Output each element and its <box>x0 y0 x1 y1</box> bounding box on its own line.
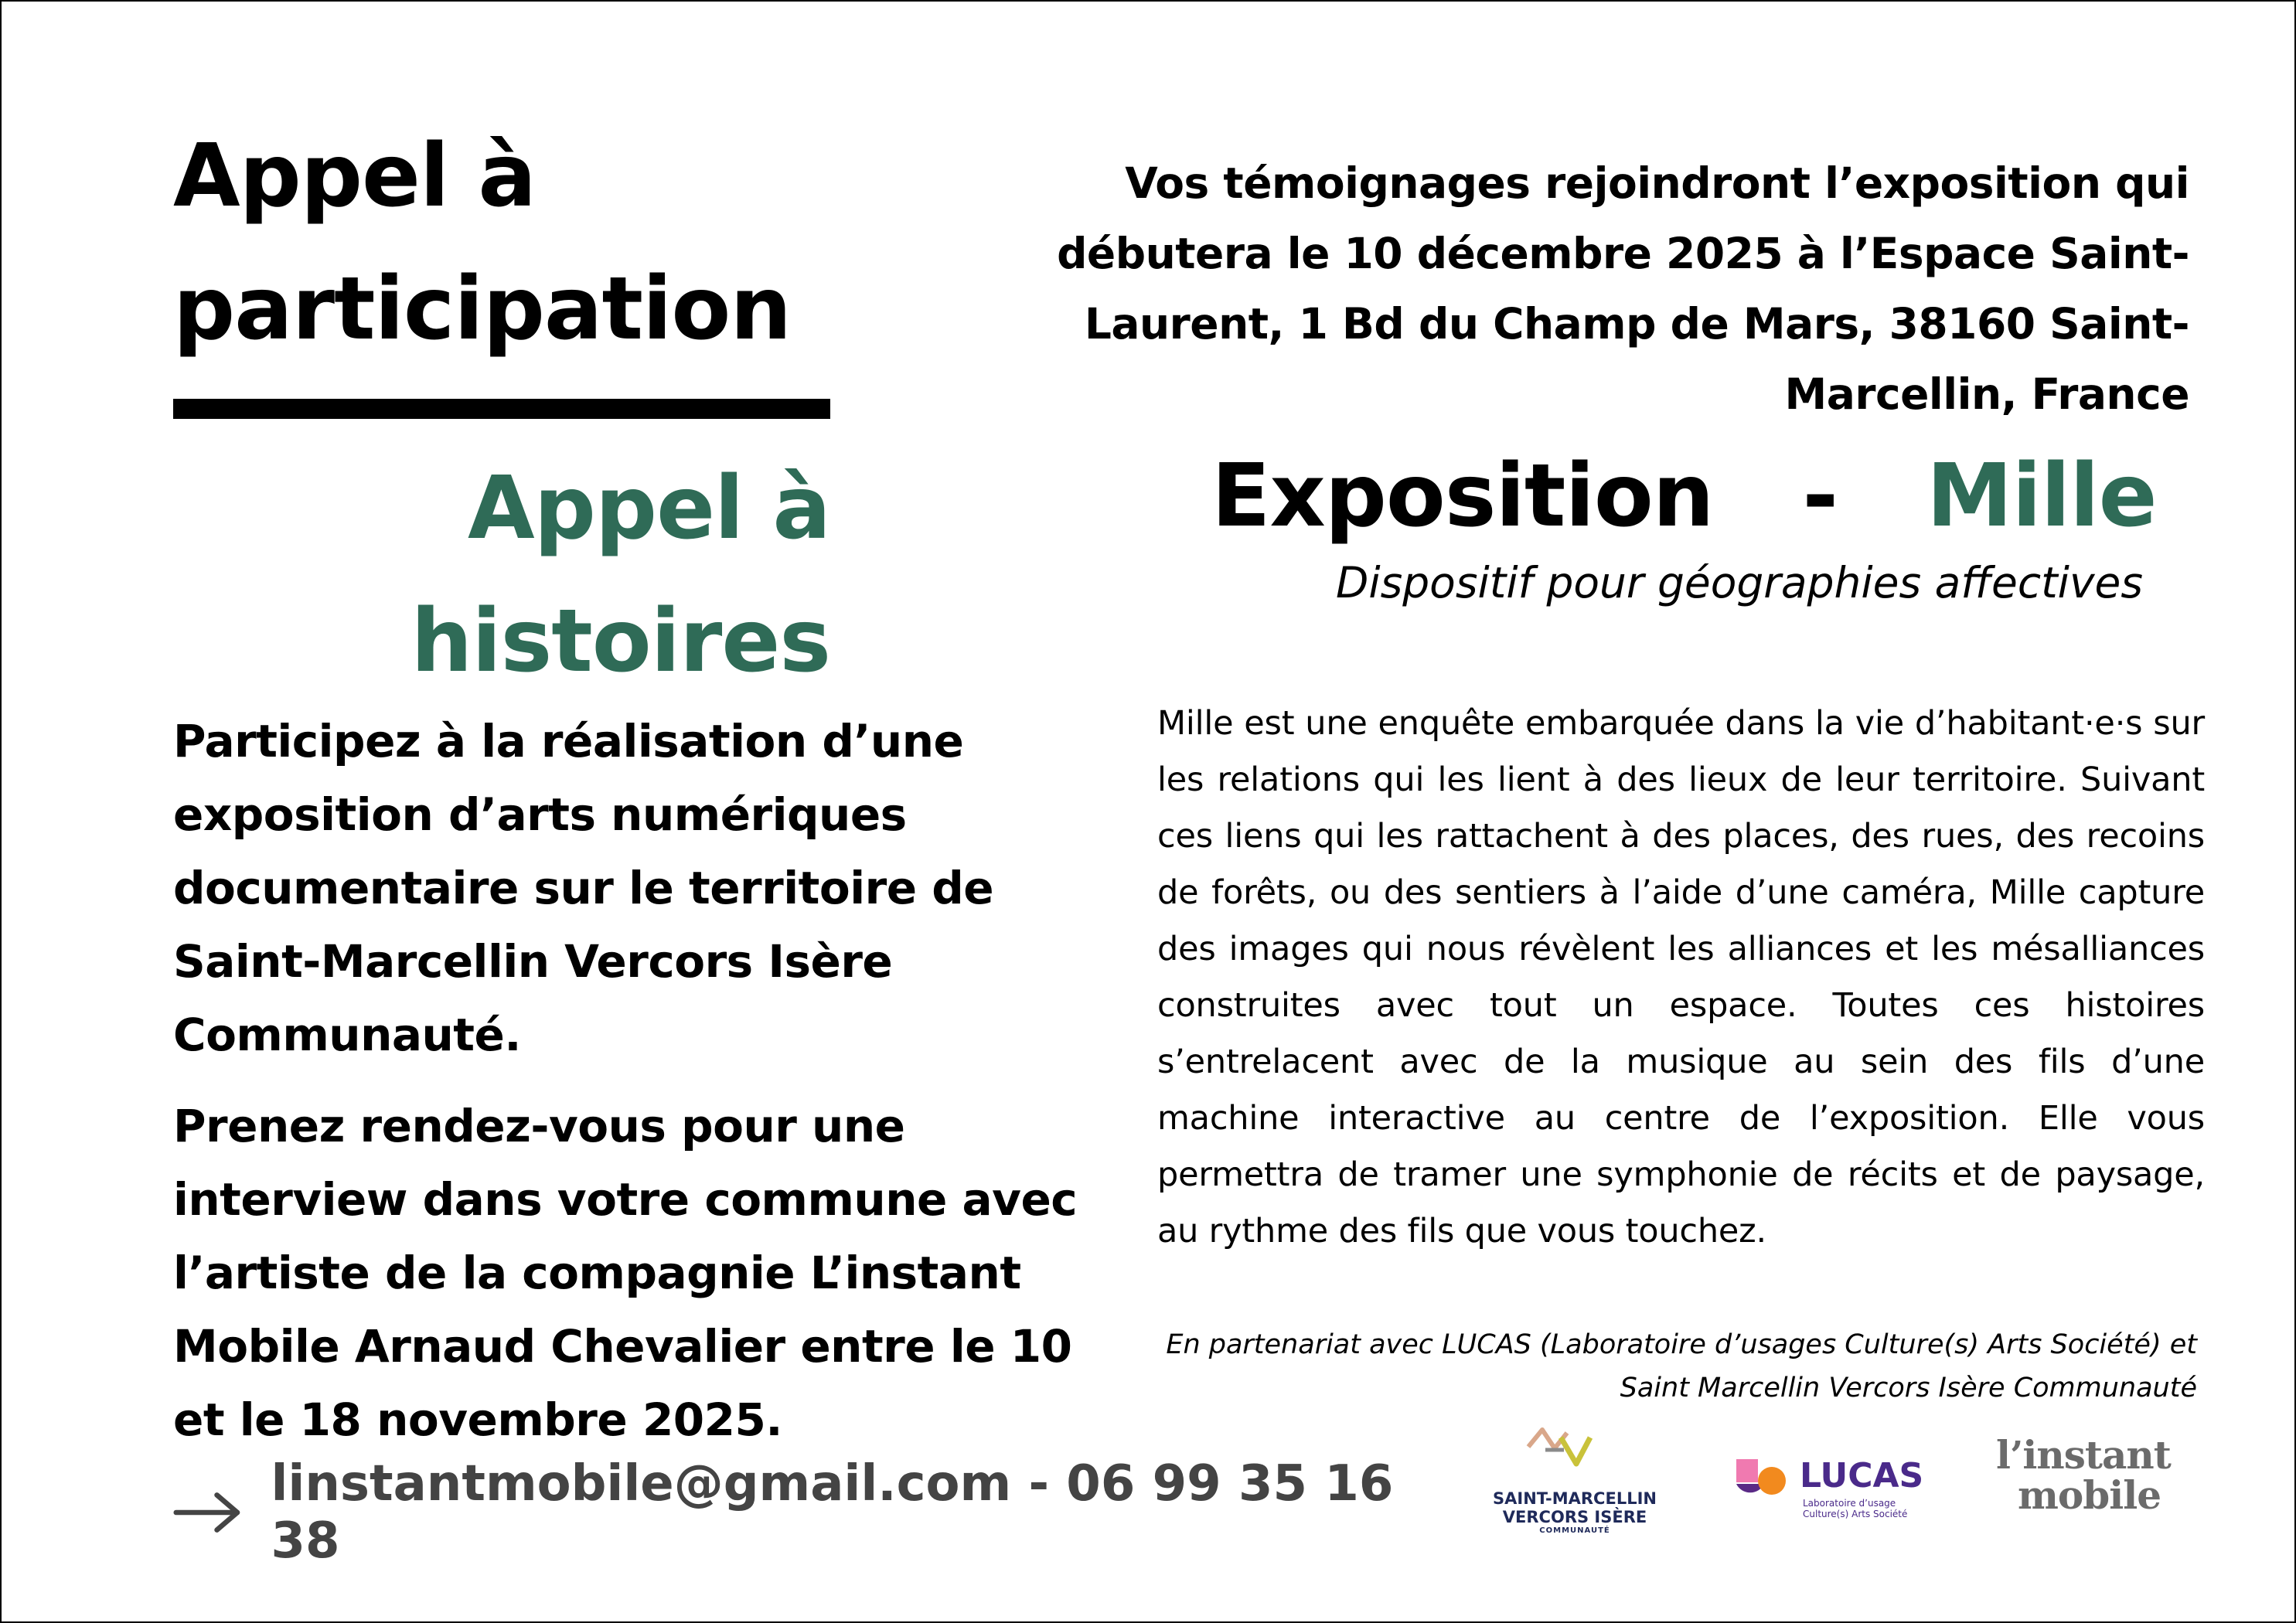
paragraph-line: l’artiste de la compagnie L’instant <box>173 1247 1021 1299</box>
section-subtitle <box>173 442 830 708</box>
instant-mobile-logo-text: l’instant <box>1996 1432 2171 1478</box>
paragraph-line: et le 18 novembre 2025. <box>173 1393 782 1446</box>
paragraph-line: Communauté. <box>173 1009 521 1061</box>
title-dash: - <box>1802 446 1838 546</box>
announcement-line: Marcellin, France <box>1784 369 2189 419</box>
lucas-tag-line: Culture(s) Arts Société <box>1803 1509 1908 1519</box>
page-title <box>173 110 869 376</box>
title-line: Appel à <box>173 126 536 226</box>
lucas-logo <box>1733 1455 1934 1524</box>
paragraph-line: Participez à la réalisation d’une <box>173 715 964 767</box>
partners-note <box>1115 1323 2197 1410</box>
announcement-line: Vos témoignages rejoindront l’exposition qui <box>1125 158 2189 208</box>
title-line: participation <box>173 259 792 359</box>
exhibition-subtitle: Dispositif pour géographies affectives <box>1335 558 2143 607</box>
paragraph-line: interview dans votre commune avec <box>173 1173 1078 1226</box>
exhibition-word: Exposition <box>1211 446 1714 546</box>
announcement-line: débutera le 10 décembre 2025 à l’Espace Saint- <box>1057 229 2189 278</box>
announcement-line: Laurent, 1 Bd du Champ de Mars, 38160 Saint- <box>1084 299 2189 349</box>
exhibition-announcement <box>1037 148 2189 430</box>
exhibition-description: Mille est une enquête embarquée dans la vie d’habitant·e·s sur les relations qui les lient à des lieux de leur territoire. Suivant ces liens qui les rattachent à des places, des rues, des recoins de forêts, ou des sentiers à l’aide d’une caméra, Mille capture des images qui nous révèlent les alliances et les mésalliances construites avec tout un espace. Toutes ces histoires s’entrelacent avec de la musique au sein des fils d’une machine interactive au centre de l’exposition. Elle vous permettra de tramer une symphonie de récits et de paysage, au rythme des fils que vous touchez. <box>1157 704 2205 1250</box>
title-underline <box>173 399 830 419</box>
lucas-mark-icon <box>1733 1455 1795 1516</box>
contact-line <box>173 1455 1410 1570</box>
lucas-tag-line: Laboratoire d’usage <box>1803 1498 1896 1509</box>
smvic-logo-text: SAINT-MARCELLIN <box>1493 1489 1657 1508</box>
arrow-right-icon <box>173 1489 243 1536</box>
lucas-logo-name: LUCAS <box>1800 1456 1924 1495</box>
lucas-logo-tagline <box>1803 1498 1907 1519</box>
paragraph-line: Saint-Marcellin Vercors Isère <box>173 935 893 988</box>
exhibition-name: Mille <box>1926 446 2157 546</box>
smvic-mark-icon <box>1474 1416 1675 1485</box>
subtitle-line: Appel à <box>468 458 830 559</box>
paragraph-line: Prenez rendez-vous pour une <box>173 1100 905 1152</box>
paragraph-line: exposition d’arts numériques <box>173 788 907 841</box>
partners-line: En partenariat avec LUCAS (Laboratoire d’usages Culture(s) Arts Société) et <box>1166 1329 2197 1360</box>
partners-line: Saint Marcellin Vercors Isère Communauté <box>1620 1373 2197 1404</box>
exhibition-title <box>1068 438 2157 554</box>
instant-mobile-logo <box>1996 1432 2197 1536</box>
paragraph-line: documentaire sur le territoire de <box>173 862 994 914</box>
intro-paragraph <box>173 705 1101 1072</box>
smvic-logo-text: VERCORS ISÈRE <box>1502 1508 1647 1526</box>
smvic-logo <box>1474 1416 1675 1555</box>
smvic-logo-text: COMMUNAUTÉ <box>1539 1526 1610 1535</box>
paragraph-line: Mobile Arnaud Chevalier entre le 10 <box>173 1320 1072 1373</box>
subtitle-line: histoires <box>410 591 830 692</box>
interview-paragraph <box>173 1090 1101 1457</box>
contact-info[interactable]: linstantmobile@gmail.com - 06 99 35 16 38 <box>271 1455 1394 1570</box>
instant-mobile-logo-text: mobile <box>2018 1472 2161 1518</box>
